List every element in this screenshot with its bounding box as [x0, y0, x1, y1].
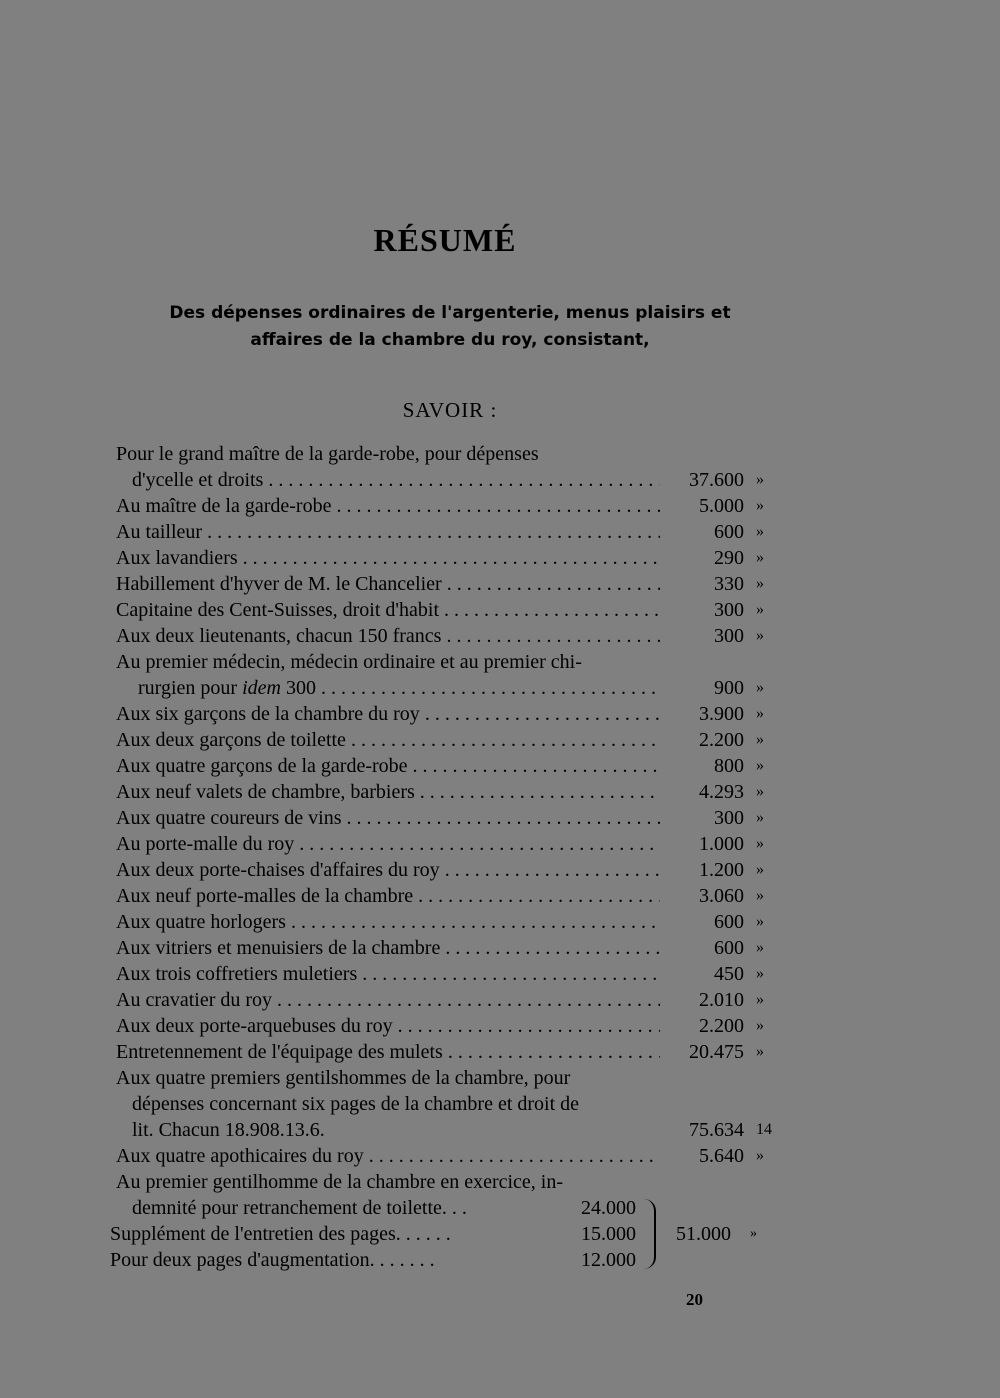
list-item: [0, 545, 1000, 571]
entry-line: [0, 649, 1000, 675]
entry-text-group: [138, 675, 660, 701]
entry-text: Aux quatre coureurs de vins . . .: [116, 805, 660, 831]
entry-mark: »: [756, 523, 764, 540]
entry-text: lit. Chacun 18.908.13.6.: [132, 1119, 325, 1141]
list-item: [0, 1039, 1000, 1065]
entry-text: Aux quatre premiers gentilshommes de la chambre, pour: [116, 1067, 571, 1089]
entry-text: Aux deux porte-chaises d'affaires du roy . . .: [116, 857, 660, 883]
list-item: [0, 1013, 1000, 1039]
entry-mark: »: [756, 1017, 764, 1034]
list-item: [0, 727, 1000, 753]
list-item: [0, 467, 1000, 493]
entry-mark: »: [756, 679, 764, 696]
entry-line: [0, 1065, 1000, 1091]
entry-amount: 3.900: [699, 703, 744, 725]
entry-amount: 300: [714, 599, 744, 621]
entry-mark: »: [756, 965, 764, 982]
list-item: [0, 597, 1000, 623]
list-item: [0, 857, 1000, 883]
list-item: [0, 805, 1000, 831]
entry-text: Pour deux pages d'augmentation. . . . . . .: [110, 1249, 435, 1271]
list-item: [0, 779, 1000, 805]
entry-amount: 24.000: [581, 1197, 636, 1219]
entry-text: Au cravatier du roy . . .: [116, 987, 660, 1013]
entry-amount: 2.200: [699, 729, 744, 751]
entry-mark: »: [756, 549, 764, 566]
entry-mark: »: [756, 861, 764, 878]
entry-amount: 3.060: [699, 885, 744, 907]
list-item: [0, 571, 1000, 597]
entry-text: dépenses concernant six pages de la chambre et droit de: [132, 1093, 580, 1115]
expense-list: [0, 441, 1000, 1273]
entry-amount: 5.000: [699, 495, 744, 517]
entry-mark: »: [756, 1043, 764, 1060]
entry-text: Aux lavandiers . . .: [116, 545, 660, 571]
page-number: 20: [686, 1290, 703, 1309]
entry-text: rurgien pour: [138, 677, 238, 699]
entry-line: [0, 1091, 1000, 1117]
entry-amount: 5.640: [699, 1145, 744, 1167]
group-mark: »: [750, 1226, 757, 1241]
list-item: [0, 701, 1000, 727]
list-item: [0, 961, 1000, 987]
entry-mark: »: [756, 809, 764, 826]
subtitle-line: Des dépenses ordinaires de l'argenterie, menus plaisirs et: [169, 303, 731, 323]
entry-amount: 2.010: [699, 989, 744, 1011]
entry-mark: »: [756, 1147, 764, 1164]
brace-icon: [644, 1199, 656, 1269]
list-item: [0, 935, 1000, 961]
entry-text: Au tailleur . . .: [116, 519, 660, 545]
entry-mark: »: [756, 731, 764, 748]
entry-text: Capitaine des Cent-Suisses, droit d'habit . . .: [116, 597, 660, 623]
list-item: [0, 987, 1000, 1013]
entry-amount: 1.000: [699, 833, 744, 855]
entry-amount: 900: [714, 677, 744, 699]
entry-text: Pour le grand maître de la garde-robe, pour dépenses: [116, 443, 539, 465]
entry-amount: 12.000: [581, 1249, 636, 1271]
entry-amount: 2.200: [699, 1015, 744, 1037]
list-item: [0, 623, 1000, 649]
entry-mark: »: [756, 497, 764, 514]
entry-text: Entretennement de l'équipage des mulets . . .: [116, 1039, 660, 1065]
entry-mark: »: [756, 757, 764, 774]
section-heading: SAVOIR :: [402, 398, 498, 422]
entry-amount: 600: [714, 937, 744, 959]
entry-text: Aux six garçons de la chambre du roy . . .: [116, 701, 660, 727]
list-item: [0, 883, 1000, 909]
entry-mark: »: [756, 705, 764, 722]
entry-text: Aux neuf porte-malles de la chambre . . .: [116, 883, 660, 909]
entry-mark: 14: [756, 1121, 772, 1138]
entry-text: Aux quatre horlogers . . .: [116, 909, 660, 935]
entry-amount: 330: [714, 573, 744, 595]
entry-mark: »: [756, 471, 764, 488]
entry-text: d'ycelle et droits . . .: [132, 467, 660, 493]
entry-italic: idem: [242, 677, 281, 699]
entry-amount: 75.634: [689, 1119, 744, 1141]
entry-text: Habillement d'hyver de M. le Chancelier . . .: [116, 571, 660, 597]
list-item: [0, 1143, 1000, 1169]
entry-text: Au porte-malle du roy . . .: [116, 831, 660, 857]
entry-mark: »: [756, 887, 764, 904]
entry-mark: »: [756, 575, 764, 592]
entry-amount: 20.475: [689, 1041, 744, 1063]
entry-text: Au maître de la garde-robe . . .: [116, 493, 660, 519]
entry-text: Aux deux garçons de toilette . . .: [116, 727, 660, 753]
list-item: [0, 519, 1000, 545]
entry-text: Au premier gentilhomme de la chambre en exercice, in-: [116, 1171, 564, 1193]
list-item: [0, 831, 1000, 857]
entry-text: Aux vitriers et menuisiers de la chambre . . .: [116, 935, 660, 961]
entry-amount: 15.000: [581, 1223, 636, 1245]
entry-amount: 4.293: [699, 781, 744, 803]
list-item: [0, 493, 1000, 519]
entry-mark: »: [756, 601, 764, 618]
entry-text: Aux quatre garçons de la garde-robe . . .: [116, 753, 660, 779]
entry-text: Aux neuf valets de chambre, barbiers . . .: [116, 779, 660, 805]
entry-mark: »: [756, 783, 764, 800]
group-total: 51.000: [676, 1223, 731, 1245]
entry-line: [0, 1169, 1000, 1195]
list-item: [0, 1117, 1000, 1143]
list-item: [0, 753, 1000, 779]
entry-mark: »: [756, 627, 764, 644]
grouped-entries: [0, 1195, 1000, 1273]
entry-amount: 290: [714, 547, 744, 569]
entry-text: Aux deux lieutenants, chacun 150 francs . . .: [116, 623, 660, 649]
entry-text: 300: [285, 677, 316, 699]
entry-line: [0, 441, 1000, 467]
entry-amount: 600: [714, 911, 744, 933]
entry-amount: 300: [714, 807, 744, 829]
entry-text: Aux trois coffretiers muletiers . . .: [116, 961, 660, 987]
entry-mark: »: [756, 913, 764, 930]
entry-amount: 300: [714, 625, 744, 647]
list-item: [0, 1195, 1000, 1221]
entry-amount: 1.200: [699, 859, 744, 881]
page-title: RÉSUMÉ: [373, 222, 517, 258]
list-item: [0, 1221, 1000, 1247]
entry-mark: »: [756, 835, 764, 852]
entry-text: Aux quatre apothicaires du roy . . .: [116, 1143, 660, 1169]
list-item: [0, 1247, 1000, 1273]
entry-mark: »: [756, 939, 764, 956]
list-item: [0, 909, 1000, 935]
entry-amount: 600: [714, 521, 744, 543]
entry-text: Aux deux porte-arquebuses du roy . . .: [116, 1013, 660, 1039]
entry-amount: 450: [714, 963, 744, 985]
entry-amount: 800: [714, 755, 744, 777]
entry-text: demnité pour retranchement de toilette. . .: [132, 1197, 467, 1219]
entry-amount: 37.600: [689, 469, 744, 491]
entry-text: Au premier médecin, médecin ordinaire et au premier chi-: [116, 651, 582, 673]
entry-text: Supplément de l'entretien des pages. . . . . .: [110, 1223, 451, 1245]
entry-mark: »: [756, 991, 764, 1008]
subtitle: [110, 300, 790, 354]
subtitle-line: affaires de la chambre du roy, consistant,: [250, 330, 650, 350]
list-item: [0, 675, 1000, 701]
